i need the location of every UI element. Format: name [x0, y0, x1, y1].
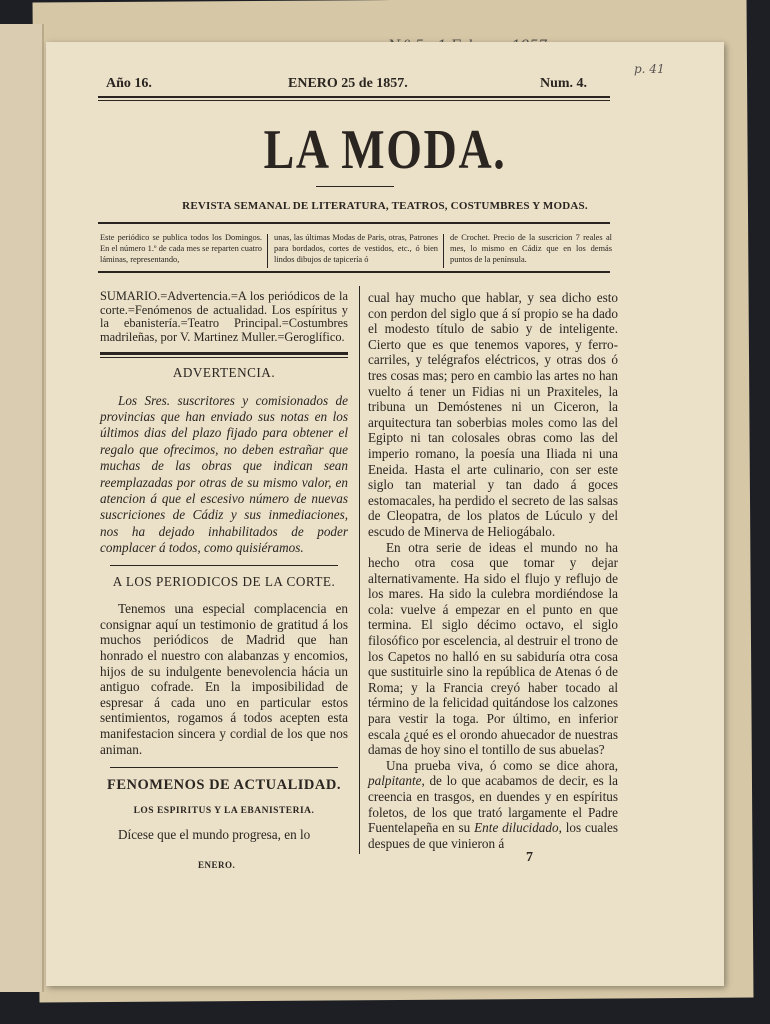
masthead-subtitle: REVISTA SEMANAL DE LITERATURA, TEATROS, COSTUMBRES Y MODAS. [182, 200, 588, 212]
notice-top-rule [98, 222, 610, 224]
section-rule [100, 352, 348, 355]
p3-text: Una prueba viva, ó como se dice ahora, [386, 757, 618, 773]
signature-mark: ENERO. [198, 860, 236, 870]
header-rule-thin [98, 100, 610, 101]
p3-italic: palpitante [368, 773, 422, 789]
right-column [368, 290, 618, 851]
fenomenos-subtitle: LOS ESPIRITUS Y LA EBANISTERIA. [133, 805, 315, 816]
fenomenos-text: Dícese que el mundo progresa, en lo [118, 827, 311, 843]
page-number: 7 [526, 850, 533, 865]
periodicos-text: Tenemos una especial complacencia en consignar aquí un testimonio de gratitud á los muchos periódicos de Madrid que han honrado el nuestro con alabanzas y encomios, hijos de su indulgente benevolencia hácia un antiguo cofrade. En la imposibilidad de espresar á cada uno en particular estos sentimientos, rogamos á todos acepten esta manifestacion sincera y cordial de los que nos animan. [100, 601, 348, 757]
masthead-title: LA MODA. [263, 119, 507, 181]
facing-page-edge [0, 24, 44, 992]
header-rule [98, 96, 610, 98]
advertencia-title: ADVERTENCIA. [172, 365, 276, 380]
p3-text: , los cuales despues de que vinieron á [368, 820, 618, 851]
notice-divider [443, 234, 444, 268]
left-column [100, 290, 348, 843]
fenomenos-title: FENOMENOS DE ACTUALIDAD. [107, 777, 341, 794]
sumario: SUMARIO.=Advertencia.=A los periódicos de la corte.=Fenómenos de actualidad. Los espíritus y la ebanistería.=Teatro Principal.=Costumbres madrileñas, por V. Martinez Muller.=Geroglífico. [100, 289, 348, 344]
issue-year: Año 16. [106, 76, 152, 91]
notice-divider [267, 234, 268, 268]
advertencia-text: Los Sres. suscritores y comisionados de provincias que han enviado sus notas en los últimos dias del plazo fijado para obtener el regalo que ofrecimos, no deben estrañar que muchas de las obras que indican sean reemplazadas por otras de su mismo valor, en atencion á que el escesivo número de nuevas suscriciones de Cádiz y sus inmediaciones, nos ha dejado inhabilitados de poder complacer á todos, como quisiéramos. [100, 392, 348, 556]
notice-column-2: unas, las últimas Modas de Paris, otras, Patrones para bordados, cortes de vestidos, etc., ó bien lindos dibujos de tapicería ó [274, 233, 438, 264]
notice-bottom-rule [98, 271, 610, 273]
title-ornament [316, 186, 394, 187]
section-rule [100, 357, 348, 358]
section-rule [110, 767, 338, 768]
article-paragraph-1: cual hay mucho que hablar, y sea dicho esto con perdon del siglo que á sí propio se ha dado el modesto título de sabio y de inteligente. Cierto que es que tenemos vapores, y ferro-carriles, y telégrafos eléctricos, y otras dos ó tres cosas mas; pero en cambio las artes no han vuelto á tener un Fidias ni un Praxiteles, la tribuna un Demóstenes ni un Ciceron, la arquitectura tan soberbias moles como las del Egipto ni tan colosales obras como las del imperio romano, la poesía una Iliada ni una Eneida. Hasta el arte culinario, con ser este siglo tan material y tan dado á goces estomacales, ha perdido el secreto de las salsas de Cleopatra, de los platos de Lúculo y del escudo de Minerva de Heliogábalo. [368, 290, 618, 539]
issue-date: ENERO 25 de 1857. [288, 76, 408, 91]
section-rule [110, 565, 338, 566]
issue-number: Num. 4. [540, 76, 588, 91]
notice-column-1: Este periódico se publica todos los Domingos. En el número 1.º de cada mes se reparten cuatro láminas, representando, [100, 233, 262, 264]
periodicos-title: A LOS PERIODICOS DE LA CORTE. [112, 573, 336, 589]
article-paragraph-2: En otra serie de ideas el mundo no ha hecho otra cosa que tomar y dejar alternativamente. Ha sido el flujo y reflujo de los mares. Ha sido la culebra mordiéndose la cola: vuelve á empezar en el punto en que termina. El siglo décimo octavo, el siglo filosófico por escelencia, al destruir el trono de los Capetos no halló en su sabiduría otra cosa que sustituirle sino la república de Atenas ó de Roma; y la Francia creyó haber tocado al término de la felicidad quitándose los calzones para vestir la toga. Por último, en inferior escala ¿qué es el orondo ahuecador de nuestras damas de hoy sino el tontillo de sus abuelas? [368, 539, 618, 758]
p3-text: , de lo que acabamos de decir, es la creencia en trasgos, en duendes y en espíritus foletos, de los que trató largamente el Padre Fuentelapeña en su [368, 773, 618, 836]
handwritten-page-ref: p. 41 [634, 62, 665, 76]
p3-italic: Ente dilucidado [474, 820, 559, 836]
column-divider [359, 286, 360, 854]
newspaper-page [46, 42, 724, 986]
notice-column-3: de Crochet. Precio de la suscricion 7 reales al mes, lo mismo en Cádiz que en los demás puntos de la península. [450, 233, 612, 264]
article-paragraph-3 [368, 758, 618, 852]
